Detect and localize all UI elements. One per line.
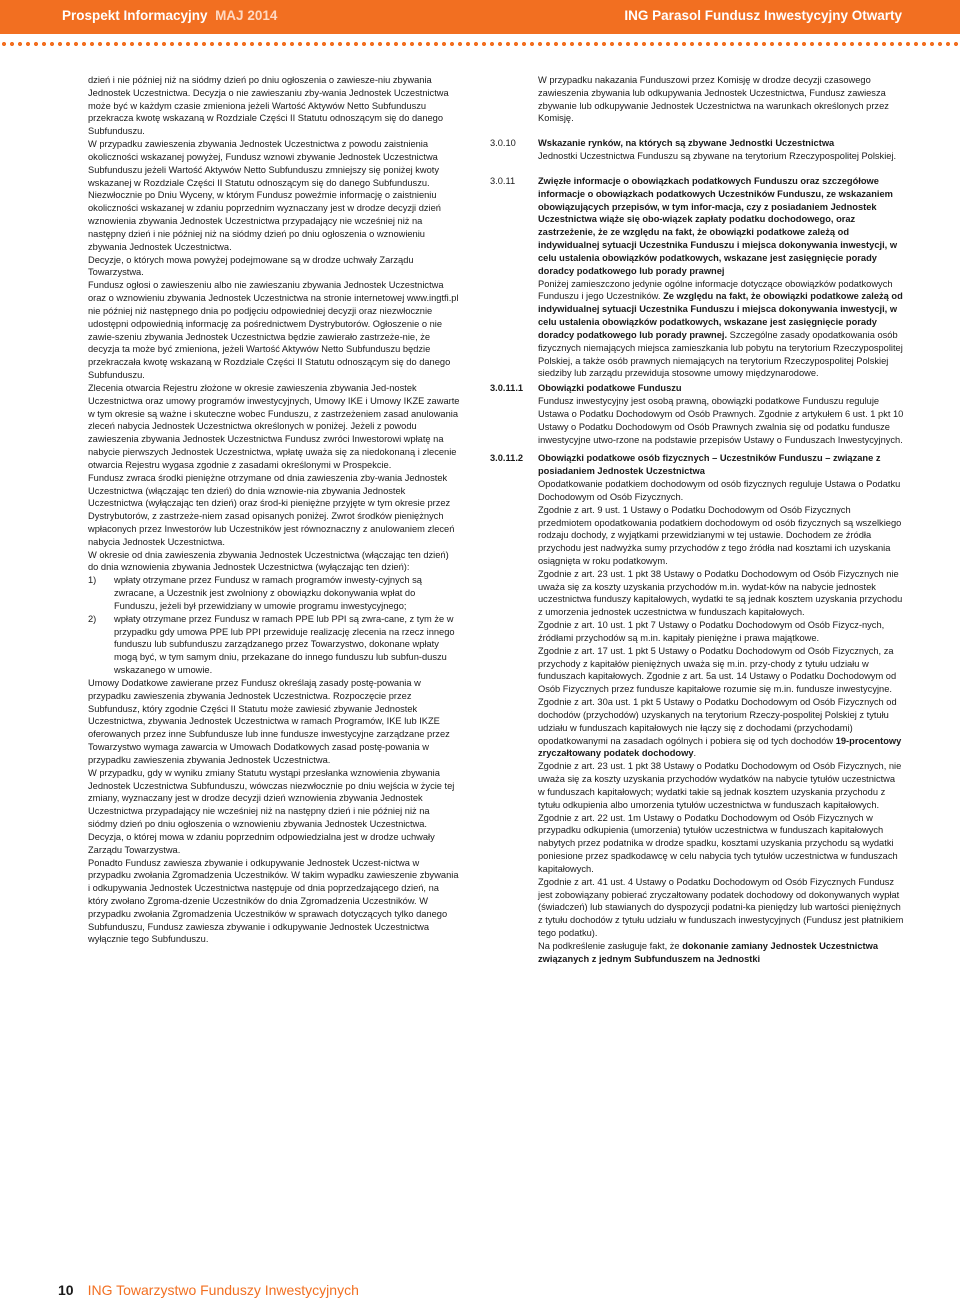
list-text: wpłaty otrzymane przez Fundusz w ramach PPE lub PPI są zwra-cane, z tym że w przypadku gdy umowa PPE lub PPI przewiduje realizację zlecenia na rzecz innego funduszu lub subfunduszu zarządzanego przez Towarzystwo, dokonane wpłaty mogą być, w tym samym dniu, przekazane do innego funduszu lub subfun-duszu wskazanego w umowie. — [114, 613, 455, 676]
paragraph: Zgodnie z art. 9 ust. 1 Ustawy o Podatku Dochodowym od Osób Fizycznych przedmiotem opodatkowania podatkiem dochodowym od osób fizycznych są wszelkiego rodzaju dochody, z wyjątkami przewidzianymi w tej ustawie. Dochodem ze źródła przychodu jest nadwyżka sumy przychodów z tego źródła nad kosztami ich uzyskania osiągnięta w roku podatkowym. — [538, 504, 902, 566]
dotted-divider — [0, 40, 960, 48]
paragraph: Umowy Dodatkowe zawierane przez Fundusz określają zasady postę-powania w przypadku zawieszenia zbywania Jednostek Uczestnictwa. Rozpoczęcie przez Subfundusz, który zgodnie Części II Statutu może zawiesić zbywanie Jednostek Uczestnictwa, zbywania Jednostek Uczestnictwa w ramach Programów, IKE lub IKZE oferowanych przez inne Subfundusze lub inne fundusze inwestycyjne zarządzane przez Towarzystwo wymaga zawarcia w Umowach Dodatkowych zasad postę-powania w przypadku zawieszenia zbywania Jednostek Uczestnictwa. — [88, 677, 450, 765]
section-title: Wskazanie rynków, na których są zbywane Jednostki Uczestnictwa — [538, 138, 835, 149]
section-number: 3.0.11 — [490, 175, 516, 186]
footer-organization: ING Towarzystwo Funduszy Inwestycyjnych — [87, 1282, 359, 1298]
section-3-0-11-1 — [490, 382, 904, 446]
section-3-0-10 — [490, 137, 904, 163]
page-number: 10 — [58, 1282, 74, 1298]
section-3-0-11 — [490, 175, 904, 380]
paragraph: Fundusz inwestycyjny jest osobą prawną, obowiązki podatkowe Funduszu reguluje Ustawa o Podatku Dochodowym od Osób Prawnych. Zgodnie z artykułem 6 ust. 1 pkt 10 Ustawy o Podatku Dochodowym od Osób Prawnych zwalnia się od podatku fundusze inwestycyjne utwo-rzone na podstawie przepisów Ustawy o Funduszach Inwestycyjnych. — [538, 396, 904, 445]
paragraph: Opodatkowanie podatkiem dochodowym od osób fizycznych reguluje Ustawa o Podatku Dochodowym od Osób Fizycznych. — [538, 479, 901, 502]
section-title: Obowiązki podatkowe osób fizycznych – Uczestników Funduszu – związane z posiadaniem Jednostek Uczestnictwa — [538, 453, 881, 477]
list-text: wpłaty otrzymane przez Fundusz w ramach programów inwesty-cyjnych są zwracane, a Uczestnik jest zwolniony z obowiązku dokonywania wpłat do Funduszu, jeżeli był przewidziany w umowie programu inwestycyjnego; — [114, 575, 422, 611]
paragraph: Jednostki Uczestnictwa Funduszu są zbywane na terytorium Rzeczypospolitej Polskiej. — [538, 151, 897, 162]
paragraph: Zgodnie z art. 30a ust. 1 pkt 5 Ustawy o Podatku Dochodowym od Osób Fizycznych od dochodów (przychodów) uzyskanych na terytorium Rzeczy-pospolitej Polskiej z tytułu udziału w funduszach kapitałowych nie łączy się z dochodami (przychodami) opodatkowanymi na zasadach ogólnych i pobiera się od tych dochodów 19-procentowy zryczałtowany podatek dochodowy. — [538, 697, 902, 759]
paragraph: Ponadto Fundusz zawiesza zbywanie i odkupywanie Jednostek Uczest-nictwa w przypadku zwołania Zgromadzenia Uczestników. W takim wypadku zawieszenie zbywania i odkupywania Jednostek Uczestnictwa następuje od dnia poprzedzającego dzień, na który zwołano Zgroma-dzenie Uczestników do dnia Zgromadzenia Uczestników. W przypadku zwołania Zgromadzenia Uczestników w sprawach dotyczących tylko danego Subfunduszu, Fundusz zawiesza zbywanie i odkupywanie Jednostek Uczestnictwa wyłącznie tego Subfunduszu. — [88, 857, 459, 945]
header-title — [62, 8, 277, 23]
list-number: 1) — [88, 575, 97, 586]
section-number: 3.0.10 — [490, 138, 516, 149]
list-item — [88, 613, 460, 677]
paragraph: W przypadku, gdy w wyniku zmiany Statutu wystąpi przesłanka wznowienia zbywania Jednostek Uczestnictwa Subfunduszu, wówczas niezwłocznie po dniu wejścia w życie tej zmiany, wyznaczany jest w drodze decyzji dzień wznowienia zbywania Jednostek Uczestnictwa przypadający nie wcześniej niż na następny dzień i nie później niż na siódmy dzień po dniu ogłoszenia o wznowieniu zbywania Jednostek Uczestnictwa. Decyzja, o której mowa w zdaniu poprzednim odpowiedzialna jest w drodze uchwały Zarządu Towarzystwa. — [88, 767, 455, 855]
paragraph: Fundusz ogłosi o zawieszeniu albo nie zawieszaniu zbywania Jednostek Uczestnictwa oraz o wznowieniu zbywania Jednostek Uczestnictwa na stronie internetowej www.ingtfi.pl nie później niż następnego dnia po podjęciu odpowiedniej decyzji oraz niezwłocznie udostępni odpowiednią informację za pośrednictwem Dystrybutorów. Ogłoszenie o nie zawie-szeniu zbywania Jednostek Uczestnictwa będzie zawierało zastrzeże-nie, że decyzja ta może być zmieniona, jeżeli Wartość Aktywów Netto Subfunduszu będzie przekraczała kwotę wskazaną w Rozdziale Części II Statutu odnoszącym się do danego Subfunduszu. — [88, 280, 459, 381]
paragraph: Zgodnie z art. 17 ust. 1 pkt 5 Ustawy o Podatku Dochodowym od Osób Fizycznych, za przychody z kapitałów pieniężnych uważa się m.in. przy-chody z tytułu udziału w funduszach kapitałowych. Zgodnie z art. 5a ust. 14 Ustawy o Podatku Dochodowym od Osób Fizycznych przez fundusze kapitałowe rozumie się m.in. fundusze inwestycyjne. — [538, 645, 897, 695]
section-number: 3.0.11.1 — [490, 383, 524, 394]
fund-name: ING Parasol Fundusz Inwestycyjny Otwarty — [624, 8, 902, 23]
page-header — [0, 0, 960, 34]
section-3-0-11-2 — [490, 452, 904, 965]
paragraph: Fundusz zwraca środki pieniężne otrzymane od dnia zawieszenia zby-wania Jednostek Uczestnictwa (włączając ten dzień) do dnia wznowie-nia zbywania Jednostek Uczestnictwa (wyłączając ten dzień) oraz środ-ki pieniężne przyjęte w tym okresie przez Dystrybutorów, z zastrzeże-niem zasad opisanych poniżej. Zwrot środków pieniężnych wpłaconych przez Inwestorów lub Uczestników jest równoznaczny z anulowaniem zleceń nabycia Jednostek Uczestnictwa. — [88, 472, 455, 547]
paragraph: Zgodnie z art. 22 ust. 1m Ustawy o Podatku Dochodowym od Osób Fizycznych w przypadku odkupienia (umorzenia) tytułów uczestnictwa w funduszach kapitałowych nabytych przez podatnika w drodze spadku, kosztami uzyskania przychodu są wydatki poniesione przez spadkodawcę w celu nabycia tych tytułów uczestnictwa w funduszach kapitałowych. — [538, 812, 898, 874]
right-column — [490, 74, 904, 965]
numbered-list — [88, 574, 460, 677]
section-title: Zwięzłe informacje o obowiązkach podatkowych Funduszu oraz szczegółowe informacje o obowiązkach podatkowych Uczestników Funduszu, ze wskazaniem obowiązujących przepisów, w tym infor-macja, czy z posiadaniem Jednostek Uczestnictwa wiąże się obo-wiązek zapłaty podatku dochodowego, oraz zastrzeżenie, że ze względu na fakt, że obowiązki podatkowe zależą od indywidualnej sytuacji Uczestnika Funduszu i miejsca dokonywania inwestycji, w celu ustalenia obowiązków podatkowych, wskazane jest zasięgnięcie porady doradcy podatkowego lub porady prawnej — [538, 175, 898, 276]
paragraph: dzień i nie później niż na siódmy dzień po dniu ogłoszenia o zawiesze-niu zbywania Jednostek Uczestnictwa. Decyzja o nie zawieszaniu zby-wania Jednostek Uczestnictwa może być w każdym czasie zmieniona jeżeli Wartość Aktywów Netto Subfunduszu przekracza kwotę wskazaną w Rozdziale Części II Statutu odnoszącym się do danego Subfunduszu. — [88, 75, 449, 137]
list-item — [88, 574, 460, 612]
paragraph: W przypadku zawieszenia zbywania Jednostek Uczestnictwa z powodu zaistnienia okoliczności wskazanej powyżej, Fundusz wznowi zbywanie Jednostek Uczestnictwa Subfunduszu jeżeli Wartość Aktywów Netto Subfunduszu zmniejszy się poniżej kwoty wskazanej w Rozdziale Części II Statutu odnoszącym się do danego Subfunduszu. — [88, 139, 440, 188]
paragraph: Poniżej zamieszczono jedynie ogólne informacje dotyczące obowiązków podatkowych Funduszu i jego Uczestników. Ze względu na fakt, że obowiązki podatkowe zależą od indywidualnej sytuacji Uczestnika Funduszu i miejsca dokonywania inwestycji, w celu ustalenia obowiązków podatkowych, wskazane jest zasięgnięcie porady doradcy podatkowego lub porady prawnej. Szczególne zasady opodatkowania osób fizycznych niemających miejsca zamieszkania lub pobytu na terytorium Rzeczypospolitej Polskiej, a także osób prawnych niemających na terytorium Rzeczypospolitej Polskiej siedziby lub zarządu przewiduja stosowne umowy międzynarodowe. — [538, 278, 903, 379]
paragraph: Zgodnie z art. 10 ust. 1 pkt 7 Ustawy o Podatku Dochodowym od Osób Fizycz-nych, źródłami przychodów są m.in. kapitały pieniężne i prawa majątkowe. — [538, 620, 885, 643]
document-date: MAJ 2014 — [215, 8, 278, 23]
paragraph: Zgodnie z art. 23 ust. 1 pkt 38 Ustawy o Podatku Dochodowym od Osób Fizycznych, nie uważa się za koszty uzyskania przychodów wydatków na nabycie tytułów uczestnictwa w funduszach kapitałowych; wydatki takie są jednak kosztem uzyskania przychodu z tytułu odkupienia albo umorzenia tytułów uczestnictwa w funduszach kapitałowych. — [538, 761, 902, 810]
paragraph: Na podkreślenie zasługuje fakt, że dokonanie zamiany Jednostek Uczestnictwa związanych z jednym Subfunduszem na Jednostki — [538, 940, 878, 964]
paragraph: Zlecenia otwarcia Rejestru złożone w okresie zawieszenia zbywania Jed-nostek Uczestnictwa oraz umowy programów inwestycyjnych, Umowy IKE i Umowy IKZE zawarte w tym okresie są ważne i skuteczne wobec Funduszu, z zastrzeżeniem zasad anulowania zleceń nabycia Jednostek Uczestnictwa określonych w poniżej. Jeżeli z powodu zawieszenia zbywania Jednostek Uczestnictwa Fundusz zwróci Inwestorowi wpłatę na nabycie pierwszych Jednostek Uczestnictwa, wpłatę uważa się za niedokonaną i zlecenie otwarcia Rejestru wygasa zgodnie z zasadami określonymi w Prospekcie. — [88, 382, 460, 470]
list-number: 2) — [88, 613, 97, 624]
document-title: Prospekt Informacyjny — [62, 8, 208, 23]
paragraph: Zgodnie z art. 41 ust. 4 Ustawy o Podatku Dochodowym od Osób Fizycznych Fundusz jest zobowiązany pobierać zryczałtowany podatek dochodowy od dokonywanych wypłat (świadczeń) lub stawianych do dyspozycji podatni-ka pieniędzy lub wartości pieniężnych z tytułu dochodów z tytułu udziału w funduszach inwestycyjnych (Fundusz jest płatnikiem tego podatku). — [538, 876, 904, 938]
page-footer — [58, 1282, 359, 1298]
paragraph: W przypadku nakazania Funduszowi przez Komisję w drodze decyzji czasowego zawieszenia zbywania lub odkupywania Jednostek Uczestnictwa, Fundusz zawiesza zbywanie lub odkupywanie Jednostek Uczestnictwa na warunkach określonych przez Komisję. — [538, 75, 889, 124]
section-title: Obowiązki podatkowe Funduszu — [538, 383, 682, 394]
section-number: 3.0.11.2 — [490, 453, 524, 464]
paragraph: W okresie od dnia zawieszenia zbywania Jednostek Uczestnictwa (włączając ten dzień) do dnia wznowienia zbywania Jednostek Uczestnictwa (wyłączając ten dzień): — [88, 549, 449, 573]
paragraph: Zgodnie z art. 23 ust. 1 pkt 38 Ustawy o Podatku Dochodowym od Osób Fizycznych nie uważa się za koszty uzyskania przychodów m.in. wydat-ków na nabycie jednostek uczestnictwa funduszy kapitałowych, wydatki te są jednak kosztem uzyskania przychodu z umorzenia jednostek uczestnictwa w funduszach kapitałowych. — [538, 568, 903, 618]
left-column — [88, 74, 460, 946]
paragraph: Decyzje, o których mowa powyżej podejmowane są w drodze uchwały Zarządu Towarzystwa. — [88, 254, 414, 278]
paragraph: Niezwłocznie po Dniu Wyceny, w którym Fundusz poweźmie informację o zaistnieniu okoliczności wskazanej w zdaniu poprzednim wyznaczany jest w drodze decyzji dzień wznowienia zbywania Jednostek Uczestnictwa przypadający nie wcześniej niż na następny dzień i nie później niż na siódmy dzień po dniu ogłoszenia o wznowieniu zbywania Jednostek Uczestnictwa. — [88, 190, 441, 252]
